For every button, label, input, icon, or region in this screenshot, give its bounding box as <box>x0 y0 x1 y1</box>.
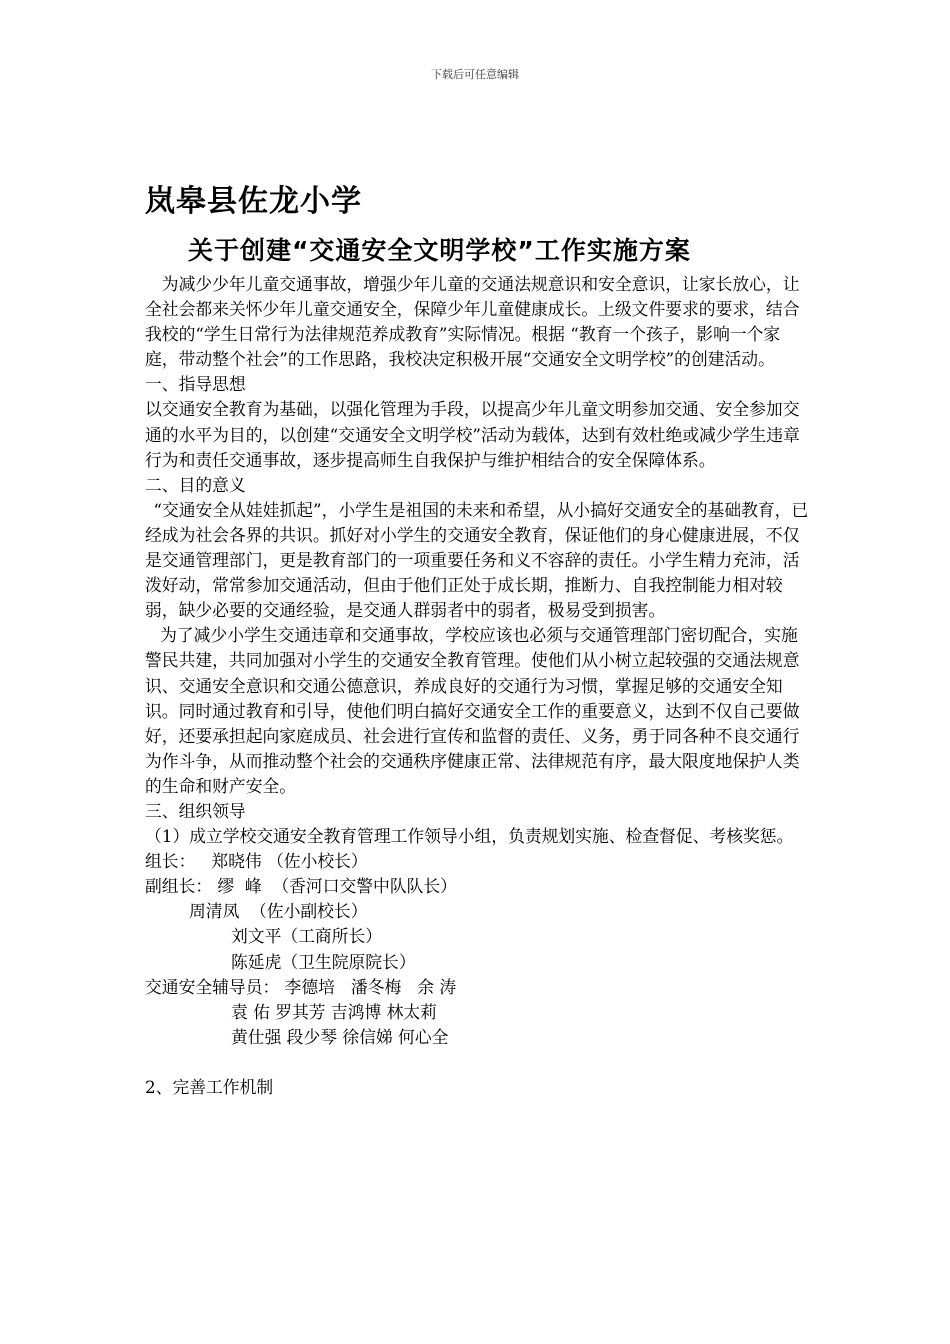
section2-heading: 二、目的意义 <box>145 474 246 495</box>
deputy-line-2: 周清凤 （佐小副校长） <box>189 901 368 922</box>
section1-heading: 一、指导思想 <box>145 374 246 395</box>
deputy-line-3: 刘文平（工商所长） <box>231 926 383 947</box>
school-title: 岚皋县佐龙小学 <box>145 184 362 219</box>
section2-paragraph-1: “交通安全从娃娃抓起”，小学生是祖国的未来和希望，从小搞好交通安全的基础教育，已经成为社会各界的共识。抓好对小学生的交通安全教育，保证他们的身心健康进展，不仅是交通管理部门，更是教育部门的一项重要任务和义不容辞的责任。小学生精力充沛，活泼好动，常常参加交通活动，但由于他们正处于成长期，推断力、自我控制能力相对较弱，缺少必要的交通经验，是交通人群弱者中的弱者，极易受到损害。 <box>145 499 809 621</box>
document-body <box>145 272 810 1100</box>
header-note: 下载后可任意编辑 <box>431 68 519 81</box>
section3-heading: 三、组织领导 <box>145 800 246 821</box>
assistants-line: 交通安全辅导员： 李德培 潘冬梅 余 涛 <box>145 976 457 997</box>
section4-heading: 2、完善工作机制 <box>145 1077 274 1097</box>
assistants-line-3: 黄仕强 段少琴 徐信娣 何心全 <box>231 1026 449 1047</box>
section2-paragraph-2: 为了减少小学生交通违章和交通事故，学校应该也必须与交通管理部门密切配合，实施警民共建，共同加强对小学生的交通安全教育管理。使他们从小树立起较强的交通法规意识、交通安全意识和交通公德意识，养成良好的交通行为习惯，掌握足够的交通安全知识。同时通过教育和引导，使他们明白搞好交通安全工作的重要意义，达到不仅自己要做好，还要承担起向家庭成员、社会进行宣传和监督的责任、义务，勇于同各种不良交通行为作斗争，从而推动整个社会的交通秩序健康正常、法律规范有序，最大限度地保护人类的生命和财产安全。 <box>145 625 800 796</box>
deputy-line: 副组长： 缪 峰 （香河口交警中队队长） <box>145 876 457 897</box>
section3-item1: （1）成立学校交通安全教育管理工作领导小组，负责规划实施、检查督促、考核奖惩。 <box>145 826 794 847</box>
section1-paragraph: 以交通安全教育为基础，以强化管理为手段，以提高少年儿童文明参加交通、安全参加交通的水平为目的，以创建“交通安全文明学校”活动为载体，达到有效杜绝或减少学生违章行为和责任交通事故，逐步提高师生自我保护与维护相结合的安全保障体系。 <box>145 399 800 470</box>
intro-paragraph: 为减少少年儿童交通事故，增强少年儿童的交通法规意识和安全意识，让家长放心，让全社会都来关怀少年儿童交通安全，保障少年儿童健康成长。上级文件要求的要求，结合我校的“学生日常行为法律规范养成教育”实际情况。根据 “教育一个孩子，影响一个家庭，带动整个社会”的工作思路，我校决定积极开展“交通安全文明学校”的创建活动。 <box>145 274 800 370</box>
blank-line <box>145 1050 810 1075</box>
deputy-line-4: 陈延虎（卫生院原院长） <box>231 951 416 972</box>
leader-line: 组长： 郑晓伟 （佐小校长） <box>145 851 368 872</box>
assistants-line-2: 袁 佑 罗其芳 吉鸿博 林太莉 <box>231 1001 437 1022</box>
plan-title: 关于创建“交通安全文明学校”工作实施方案 <box>188 236 691 265</box>
